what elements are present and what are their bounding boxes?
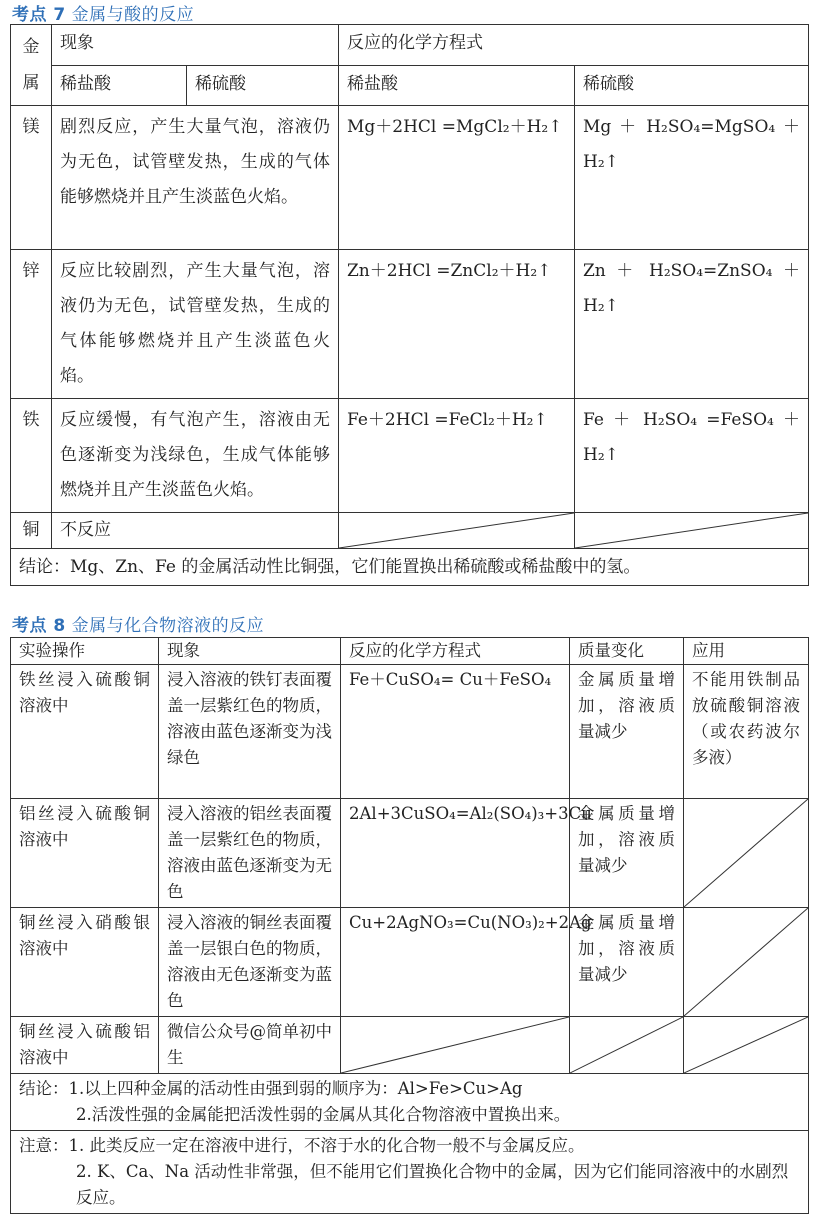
header-metal xyxy=(11,25,52,106)
phenomenon-mg: 剧烈反应，产生大量气泡，溶液仍为无色，试管壁发热，生成的气体能够燃烧并且产生淡蓝色火焰。 xyxy=(52,106,339,250)
conclusion-line-2: 2.活泼性强的金属能把活泼性弱的金属从其化合物溶液中置换出来。 xyxy=(76,1105,571,1124)
application-al-cuso4-empty xyxy=(684,799,809,908)
header-equation: 反应的化学方程式 xyxy=(339,25,809,66)
metal-cu: 铜 xyxy=(11,513,52,549)
metal-acid-table xyxy=(10,24,809,586)
header-phenomenon: 现象 xyxy=(52,25,339,66)
section7-heading xyxy=(12,0,194,25)
equation-fe-cuso4: Fe＋CuSO₄= Cu＋FeSO₄ xyxy=(341,665,570,799)
mass-cu-agno3: 金属质量增加，溶液质量减少 xyxy=(570,908,684,1017)
operation-cu-al2so43: 铜丝浸入硫酸铝溶液中 xyxy=(11,1017,159,1074)
equation-cu-h2so4-empty xyxy=(575,513,809,549)
equation-al-cuso4: 2Al+3CuSO₄=Al₂(SO₄)₃+3Cu xyxy=(341,799,570,908)
application-fe-cuso4: 不能用铁制品放硫酸铜溶液（或农药波尔多液） xyxy=(684,665,809,799)
operation-fe-cuso4: 铁丝浸入硫酸铜溶液中 xyxy=(11,665,159,799)
mass-cu-al2so43-empty xyxy=(570,1017,684,1074)
application-cu-agno3-empty xyxy=(684,908,809,1017)
diagonal-slash xyxy=(684,908,808,1016)
metal-mg: 镁 xyxy=(11,106,52,250)
equation-cu-agno3: Cu+2AgNO₃=Cu(NO₃)₂+2Ag xyxy=(341,908,570,1017)
header-metal-1: 金 xyxy=(22,37,40,57)
section8-heading xyxy=(12,611,264,636)
section7-heading-num: 考点 7 xyxy=(12,5,66,25)
diagonal-slash xyxy=(339,513,574,548)
metal-zn: 锌 xyxy=(11,250,52,399)
header-hcl: 稀盐酸 xyxy=(52,65,187,106)
header-eq-hcl: 稀盐酸 xyxy=(339,65,575,106)
phenomenon-zn: 反应比较剧烈，产生大量气泡，溶液仍为无色，试管壁发热，生成的气体能够燃烧并且产生淡蓝色火焰。 xyxy=(52,250,339,399)
phenomenon-cu-agno3: 浸入溶液的铜丝表面覆盖一层银白色的物质，溶液由无色逐渐变为蓝色 xyxy=(159,908,341,1017)
section8-conclusion xyxy=(11,1074,809,1131)
header-metal-2: 属 xyxy=(22,73,40,93)
equation-zn-hcl: Zn＋2HCl =ZnCl₂＋H₂↑ xyxy=(339,250,575,399)
note-line-1: 注意：1. 此类反应一定在溶液中进行，不溶于水的化合物一般不与金属反应。 xyxy=(19,1136,585,1155)
application-cu-al2so43-empty xyxy=(684,1017,809,1074)
equation-cu-hcl-empty xyxy=(339,513,575,549)
header-operation: 实验操作 xyxy=(11,638,159,665)
equation-mg-hcl: Mg＋2HCl =MgCl₂＋H₂↑ xyxy=(339,106,575,250)
equation-cu-al2so43-empty xyxy=(341,1017,570,1074)
equation-fe-h2so4: Fe ＋ H₂SO₄ =FeSO₄ ＋ H₂↑ xyxy=(575,399,809,513)
phenomenon-fe-cuso4: 浸入溶液的铁钉表面覆盖一层紫红色的物质，溶液由蓝色逐渐变为浅绿色 xyxy=(159,665,341,799)
metal-salt-table xyxy=(10,637,809,1214)
equation-fe-hcl: Fe＋2HCl =FeCl₂＋H₂↑ xyxy=(339,399,575,513)
section7-heading-text: 金属与酸的反应 xyxy=(71,5,195,25)
header-phenomenon: 现象 xyxy=(159,638,341,665)
diagonal-slash xyxy=(341,1017,569,1073)
diagonal-slash xyxy=(575,513,808,548)
section8-notes xyxy=(11,1131,809,1214)
phenomenon-cu-al2so43: 微信公众号@简单初中生 xyxy=(159,1017,341,1074)
header-h2so4: 稀硫酸 xyxy=(187,65,339,106)
phenomenon-fe: 反应缓慢，有气泡产生，溶液由无色逐渐变为浅绿色，生成气体能够燃烧并且产生淡蓝色火焰。 xyxy=(52,399,339,513)
note-line-2: 2. K、Ca、Na 活动性非常强，但不能用它们置换化合物中的金属，因为它们能同溶液中的水剧烈反应。 xyxy=(76,1162,789,1207)
mass-fe-cuso4: 金属质量增加，溶液质量减少 xyxy=(570,665,684,799)
phenomenon-cu: 不反应 xyxy=(52,513,339,549)
header-equation: 反应的化学方程式 xyxy=(341,638,570,665)
section8-heading-num: 考点 8 xyxy=(12,616,66,636)
header-eq-h2so4: 稀硫酸 xyxy=(575,65,809,106)
operation-al-cuso4: 铝丝浸入硫酸铜溶液中 xyxy=(11,799,159,908)
equation-mg-h2so4: Mg ＋ H₂SO₄=MgSO₄ ＋ H₂↑ xyxy=(575,106,809,250)
phenomenon-al-cuso4: 浸入溶液的铝丝表面覆盖一层紫红色的物质，溶液由蓝色逐渐变为无色 xyxy=(159,799,341,908)
section7-conclusion: 结论：Mg、Zn、Fe 的金属活动性比铜强，它们能置换出稀硫酸或稀盐酸中的氢。 xyxy=(11,549,809,586)
diagonal-slash xyxy=(570,1017,683,1073)
metal-fe: 铁 xyxy=(11,399,52,513)
header-application: 应用 xyxy=(684,638,809,665)
diagonal-slash xyxy=(684,1017,808,1073)
diagonal-slash xyxy=(684,799,808,907)
section8-heading-text: 金属与化合物溶液的反应 xyxy=(71,616,265,636)
header-mass-change: 质量变化 xyxy=(570,638,684,665)
mass-al-cuso4: 金属质量增加，溶液质量减少 xyxy=(570,799,684,908)
equation-zn-h2so4: Zn ＋ H₂SO₄=ZnSO₄ ＋ H₂↑ xyxy=(575,250,809,399)
conclusion-line-1: 结论：1.以上四种金属的活动性由强到弱的顺序为：Al>Fe>Cu>Ag xyxy=(19,1079,523,1098)
operation-cu-agno3: 铜丝浸入硝酸银溶液中 xyxy=(11,908,159,1017)
